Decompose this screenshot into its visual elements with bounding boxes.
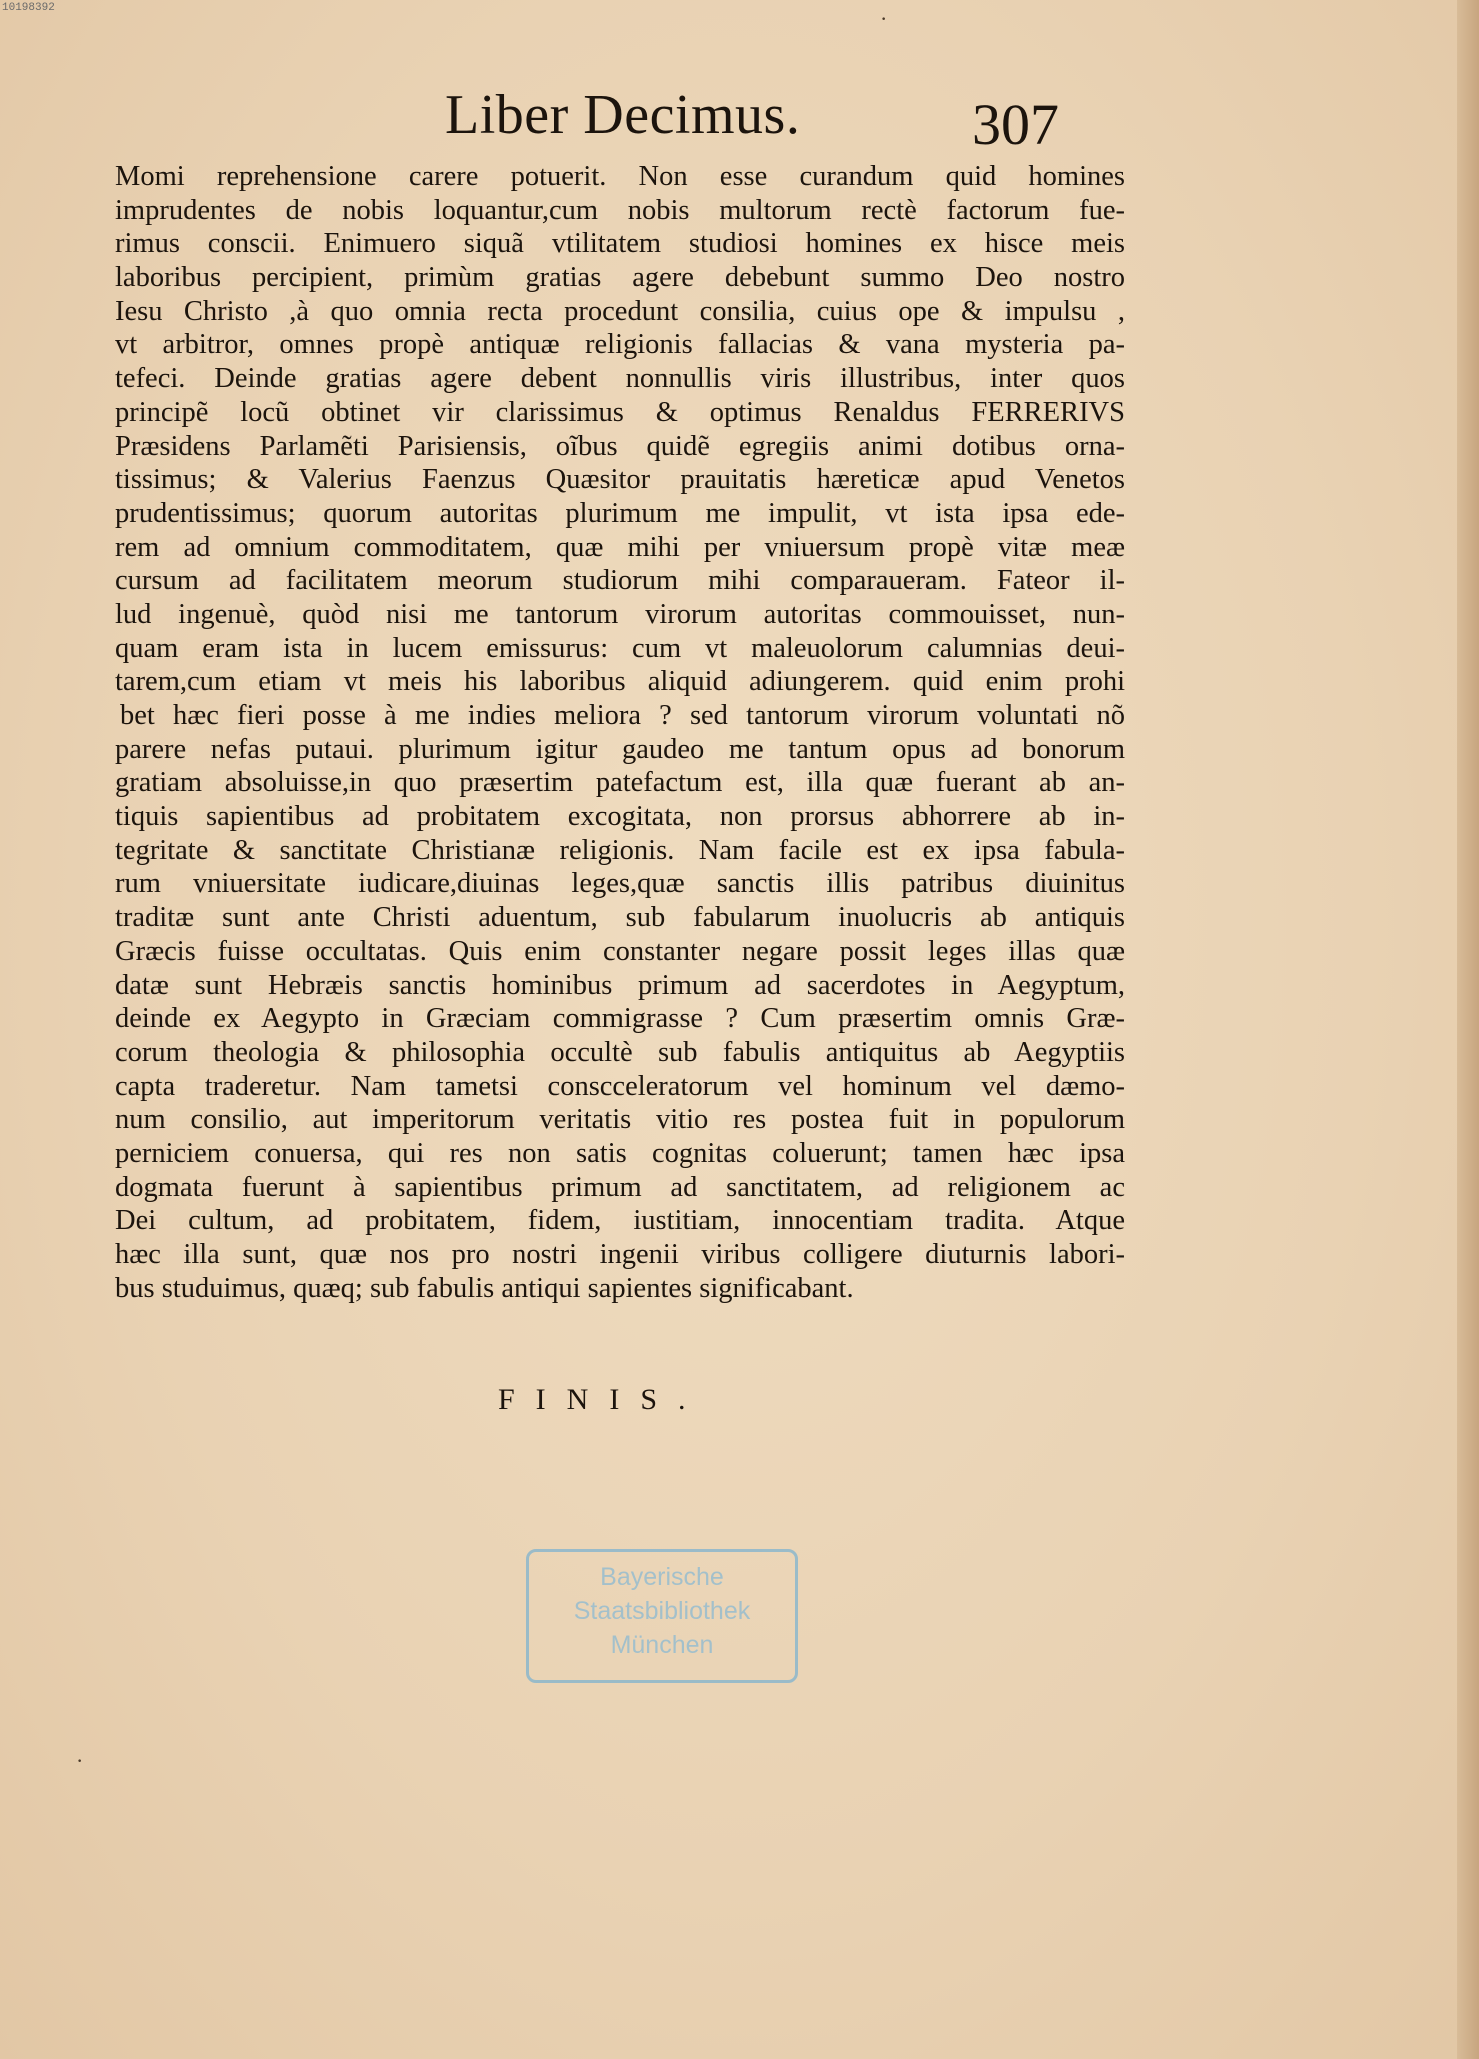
text-line: lud ingenuè, quòd nisi me tantorum virorum autoritas commouisset, nun- xyxy=(115,598,1125,630)
stamp-line: Bayerische xyxy=(600,1563,724,1591)
text-line: num consilio, aut imperitorum veritatis vitio res postea fuit in populorum xyxy=(115,1104,1125,1136)
text-line: bet hæc fieri posse à me indies meliora ? sed tantorum virorum voluntati nõ xyxy=(120,700,1125,731)
text-line: quam eram ista in lucem emissurus: cum vt maleuolorum calumnias deui- xyxy=(115,632,1125,664)
text-line: tegritate & sanctitate Christianæ religionis. Nam facile est ex ipsa fabula- xyxy=(115,834,1125,866)
body-text xyxy=(115,160,1125,1305)
text-line: bus studuimus, quæq; sub fabulis antiqui sapientes significabant. xyxy=(115,1272,854,1304)
text-line: Iesu Christo ,à quo omnia recta procedunt consilia, cuius ope & impulsu , xyxy=(115,295,1125,327)
text-line: dogmata fuerunt à sapientibus primum ad sanctitatem, ad religionem ac xyxy=(115,1171,1125,1203)
text-line: deinde ex Aegypto in Græciam commigrasse ? Cum præsertim omnis Græ- xyxy=(115,1003,1125,1035)
text-line: cursum ad facilitatem meorum studiorum mihi comparaueram. Fateor il- xyxy=(115,565,1125,597)
text-line: datæ sunt Hebræis sanctis hominibus primum ad sacerdotes in Aegyptum, xyxy=(115,969,1125,1001)
text-line: laboribus percipient, primùm gratias agere debebunt summo Deo nostro xyxy=(115,262,1125,294)
text-line: rem ad omnium commoditatem, quæ mihi per vniuersum propè vitæ meæ xyxy=(115,531,1125,563)
text-line: gratiam absoluisse,in quo præsertim patefactum est, illa quæ fuerant ab an- xyxy=(115,767,1125,799)
text-line: tissimus; & Valerius Faenzus Quæsitor prauitatis hæreticæ apud Venetos xyxy=(115,464,1125,496)
catalog-id: 10198392 xyxy=(2,2,55,14)
text-line: parere nefas putaui. plurimum igitur gaudeo me tantum opus ad bonorum xyxy=(115,733,1125,765)
ink-speck: · xyxy=(880,6,888,31)
ink-speck: · xyxy=(76,1748,84,1773)
finis-heading: FINIS. xyxy=(498,1383,707,1416)
text-line: rimus conscii. Enimuero siquã vtilitatem studiosi homines ex hisce meis xyxy=(115,228,1125,260)
text-line: perniciem conuersa, qui res non satis cognitas coluerunt; tamen hæc ipsa xyxy=(115,1137,1125,1169)
text-line: principẽ locũ obtinet vir clarissimus & optimus Renaldus FERRERIVS xyxy=(115,396,1125,428)
stamp-line: München xyxy=(610,1631,714,1659)
page-edge xyxy=(1457,0,1479,2059)
page-number: 307 xyxy=(972,92,1059,157)
text-line: tarem,cum etiam vt meis his laboribus aliquid adiungerem. quid enim prohi xyxy=(115,666,1125,698)
text-line: Momi reprehensione carere potuerit. Non esse curandum quid homines xyxy=(115,161,1125,192)
text-line: tefeci. Deinde gratias agere debent nonnullis viris illustribus, inter quos xyxy=(115,363,1125,395)
text-line: Præsidens Parlamẽti Parisiensis, oĩbus quidẽ egregiis animi dotibus orna- xyxy=(115,430,1125,462)
text-line: vt arbitror, omnes propè antiquæ religionis fallacias & vana mysteria pa- xyxy=(115,329,1125,361)
stamp-line: Staatsbibliothek xyxy=(573,1597,751,1625)
text-line: capta traderetur. Nam tametsi conscceleratorum vel hominum vel dæmo- xyxy=(115,1070,1125,1102)
text-line: corum theologia & philosophia occultè sub fabulis antiquitus ab Aegyptiis xyxy=(115,1036,1125,1068)
text-line: rum vniuersitate iudicare,diuinas leges,quæ sanctis illis patribus diuinitus xyxy=(115,868,1125,900)
text-line: imprudentes de nobis loquantur,cum nobis multorum rectè factorum fue- xyxy=(115,194,1125,226)
text-line: tiquis sapientibus ad probitatem excogitata, non prorsus abhorrere ab in- xyxy=(115,801,1125,833)
text-line: hæc illa sunt, quæ nos pro nostri ingenii viribus colligere diuturnis labori- xyxy=(115,1239,1125,1270)
library-stamp xyxy=(526,1549,798,1683)
running-title: Liber Decimus. xyxy=(445,84,801,146)
text-line: prudentissimus; quorum autoritas plurimum me impulit, vt ista ipsa ede- xyxy=(115,497,1125,529)
text-line: Græcis fuisse occultatas. Quis enim constanter negare possit leges illas quæ xyxy=(115,935,1125,967)
text-line: traditæ sunt ante Christi aduentum, sub fabularum inuolucris ab antiquis xyxy=(115,902,1125,934)
text-line: Dei cultum, ad probitatem, fidem, iustitiam, innocentiam tradita. Atque xyxy=(115,1205,1125,1237)
